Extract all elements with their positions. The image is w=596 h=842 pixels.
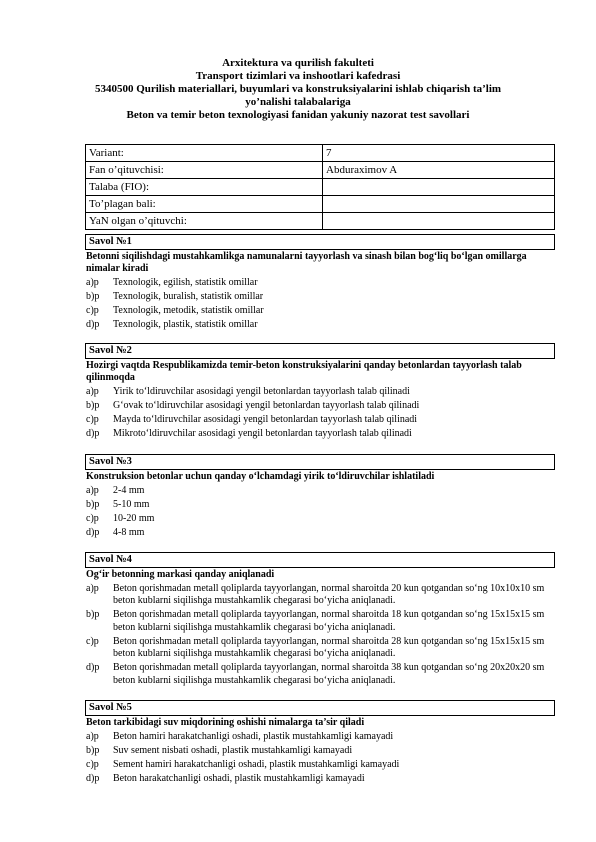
option-key: b)p xyxy=(86,399,100,411)
option-text: Suv sement nisbati oshadi, plastik mustahkamligi kamayadi xyxy=(113,744,353,756)
option-text: Texnologik, egilish, statistik omillar xyxy=(113,276,258,288)
answer-option[interactable] xyxy=(85,277,555,290)
question-text: Beton tarkibidagi suv miqdorining oshishi nimalarga ta’sir qiladi xyxy=(86,717,365,728)
info-value-field[interactable] xyxy=(323,196,555,213)
option-text: Beton qorishmadan metall qoliplarda tayyorlangan, normal sharoitda 38 kun qotgandan so‘ng 20x20x20 sm beton kublarni siqilishga mustahkamlik chegarasi bo‘yicha aniqlanadi. xyxy=(113,662,545,686)
option-key: d)p xyxy=(86,772,100,784)
info-label: To’plagan bali: xyxy=(86,196,323,213)
option-text: Sement hamiri harakatchanligi oshadi, plastik mustahkamligi kamayadi xyxy=(113,758,400,770)
answer-option[interactable] xyxy=(85,609,555,634)
question-3 xyxy=(85,454,555,539)
answer-option[interactable] xyxy=(85,305,555,318)
option-key: c)p xyxy=(86,758,99,770)
option-text: Texnologik, buralish, statistik omillar xyxy=(113,290,264,302)
answer-option[interactable] xyxy=(85,319,555,332)
answer-option[interactable] xyxy=(85,759,555,772)
answer-option[interactable] xyxy=(85,773,555,786)
question-text: Hozirgi vaqtda Respublikamizda temir-beton konstruksiyalarini qanday betonlardan tayyorlash talab qilinmoqda xyxy=(86,360,522,383)
answer-option[interactable] xyxy=(85,485,555,498)
option-text: Beton harakatchanligi oshadi, plastik mustahkamligi kamayadi xyxy=(113,772,365,784)
option-key: d)p xyxy=(86,662,100,673)
option-key: c)p xyxy=(86,413,99,425)
option-text: Texnologik, metodik, statistik omillar xyxy=(113,304,264,316)
answer-option[interactable] xyxy=(85,291,555,304)
option-text: Beton qorishmadan metall qoliplarda tayyorlangan, normal sharoitda 18 kun qotgandan so‘ng 15x15x15 sm beton kublarni siqilishga mustahkamlik chegarasi bo‘yicha aniqlanadi. xyxy=(113,609,545,633)
info-label: Fan o’qituvchisi: xyxy=(86,162,323,179)
info-table xyxy=(85,144,555,230)
option-key: a)p xyxy=(86,276,99,288)
question-2 xyxy=(85,343,555,440)
question-title: Savol №5 xyxy=(85,700,555,716)
answer-option[interactable] xyxy=(85,499,555,512)
info-label: Talaba (FIO): xyxy=(86,179,323,196)
program-title-line1: 5340500 Qurilish materiallari, buyumlari va konstruksiyalarini ishlab chiqarish ta’lim xyxy=(94,83,502,95)
option-key: b)p xyxy=(86,609,100,620)
option-key: a)p xyxy=(86,385,99,397)
answer-option[interactable] xyxy=(85,731,555,744)
answer-option[interactable] xyxy=(85,662,555,687)
info-row-score xyxy=(86,196,555,213)
question-title: Savol №4 xyxy=(85,552,555,568)
option-text: 10-20 mm xyxy=(113,512,155,524)
program-title-line2: yo’nalishi talabalariga xyxy=(245,96,351,108)
info-row-teacher xyxy=(86,162,555,179)
question-5 xyxy=(85,700,555,785)
option-text: Beton hamiri harakatchanligi oshadi, plastik mustahkamligi kamayadi xyxy=(113,730,394,742)
document-header xyxy=(60,57,536,122)
option-key: a)p xyxy=(86,582,99,594)
option-text: Mayda to‘ldiruvchilar asosidagi yengil betonlardan tayyorlash talab qilinadi xyxy=(113,413,418,425)
answer-option[interactable] xyxy=(85,745,555,758)
question-title: Savol №2 xyxy=(85,343,555,359)
department-title: Transport tizimlari va inshootlari kafedrasi xyxy=(195,70,401,82)
answer-option[interactable] xyxy=(85,513,555,526)
question-4 xyxy=(85,552,555,687)
answer-option[interactable] xyxy=(85,636,555,661)
option-text: Beton qorishmadan metall qoliplarda tayyorlangan, normal sharoitda 28 kun qotgandan so‘ng 15x15x15 sm beton kublarni siqilishga mustahkamlik chegarasi bo‘yicha aniqlanadi. xyxy=(113,635,545,659)
answer-option[interactable] xyxy=(85,527,555,540)
answer-option[interactable] xyxy=(85,386,555,399)
question-1 xyxy=(85,234,555,331)
option-text: Texnologik, plastik, statistik omillar xyxy=(113,318,258,330)
info-value-field[interactable] xyxy=(323,213,555,230)
question-title: Savol №1 xyxy=(85,234,555,250)
option-key: a)p xyxy=(86,730,99,742)
answer-option[interactable] xyxy=(85,583,555,608)
option-key: b)p xyxy=(86,290,100,302)
info-value: Abduraximov A xyxy=(323,162,555,179)
option-key: d)p xyxy=(86,526,100,538)
option-key: c)p xyxy=(86,512,99,524)
info-value-field[interactable] xyxy=(323,179,555,196)
answer-option[interactable] xyxy=(85,400,555,413)
info-label: Variant: xyxy=(86,145,323,162)
info-row-student xyxy=(86,179,555,196)
question-text: Og‘ir betonning markasi qanday aniqlanadi xyxy=(86,569,275,580)
option-text: Mikroto‘ldiruvchilar asosidagi yengil betonlardan tayyorlash talab qilinadi xyxy=(113,427,412,439)
faculty-title: Arxitektura va qurilish fakulteti xyxy=(222,57,374,69)
option-text: 2-4 mm xyxy=(113,484,145,496)
option-text: 4-8 mm xyxy=(113,526,145,538)
option-key: d)p xyxy=(86,427,100,439)
option-key: c)p xyxy=(86,304,99,316)
info-row-variant xyxy=(86,145,555,162)
option-text: Yirik to‘ldiruvchilar asosidagi yengil betonlardan tayyorlash talab qilinadi xyxy=(113,385,410,397)
option-text: 5-10 mm xyxy=(113,498,150,510)
question-text: Konstruksion betonlar uchun qanday o‘lchamdagi yirik to‘ldiruvchilar ishlatiladi xyxy=(86,471,435,482)
answer-option[interactable] xyxy=(85,414,555,427)
option-key: a)p xyxy=(86,484,99,496)
option-key: b)p xyxy=(86,498,100,510)
option-key: b)p xyxy=(86,744,100,756)
info-value: 7 xyxy=(323,145,555,162)
info-label: YaN olgan o’qituvchi: xyxy=(86,213,323,230)
question-title: Savol №3 xyxy=(85,454,555,470)
answer-option[interactable] xyxy=(85,428,555,441)
test-title: Beton va temir beton texnologiyasi fanidan yakuniy nazorat test savollari xyxy=(126,109,470,121)
option-text: Beton qorishmadan metall qoliplarda tayyorlangan, normal sharoitda 20 kun qotgandan so‘ng 10x10x10 sm beton kublarni siqilishga mustahkamlik chegarasi bo‘yicha aniqlanadi. xyxy=(113,582,545,606)
option-key: c)p xyxy=(86,635,99,647)
info-row-examiner xyxy=(86,213,555,230)
option-key: d)p xyxy=(86,318,100,330)
option-text: G‘ovak to‘ldiruvchilar asosidagi yengil betonlardan tayyorlash talab qilinadi xyxy=(113,399,420,411)
question-text: Betonni siqilishdagi mustahkamlikga namunalarni tayyorlash va sinash bilan bog‘liq bo‘lgan omillarga nimalar kiradi xyxy=(86,251,527,274)
